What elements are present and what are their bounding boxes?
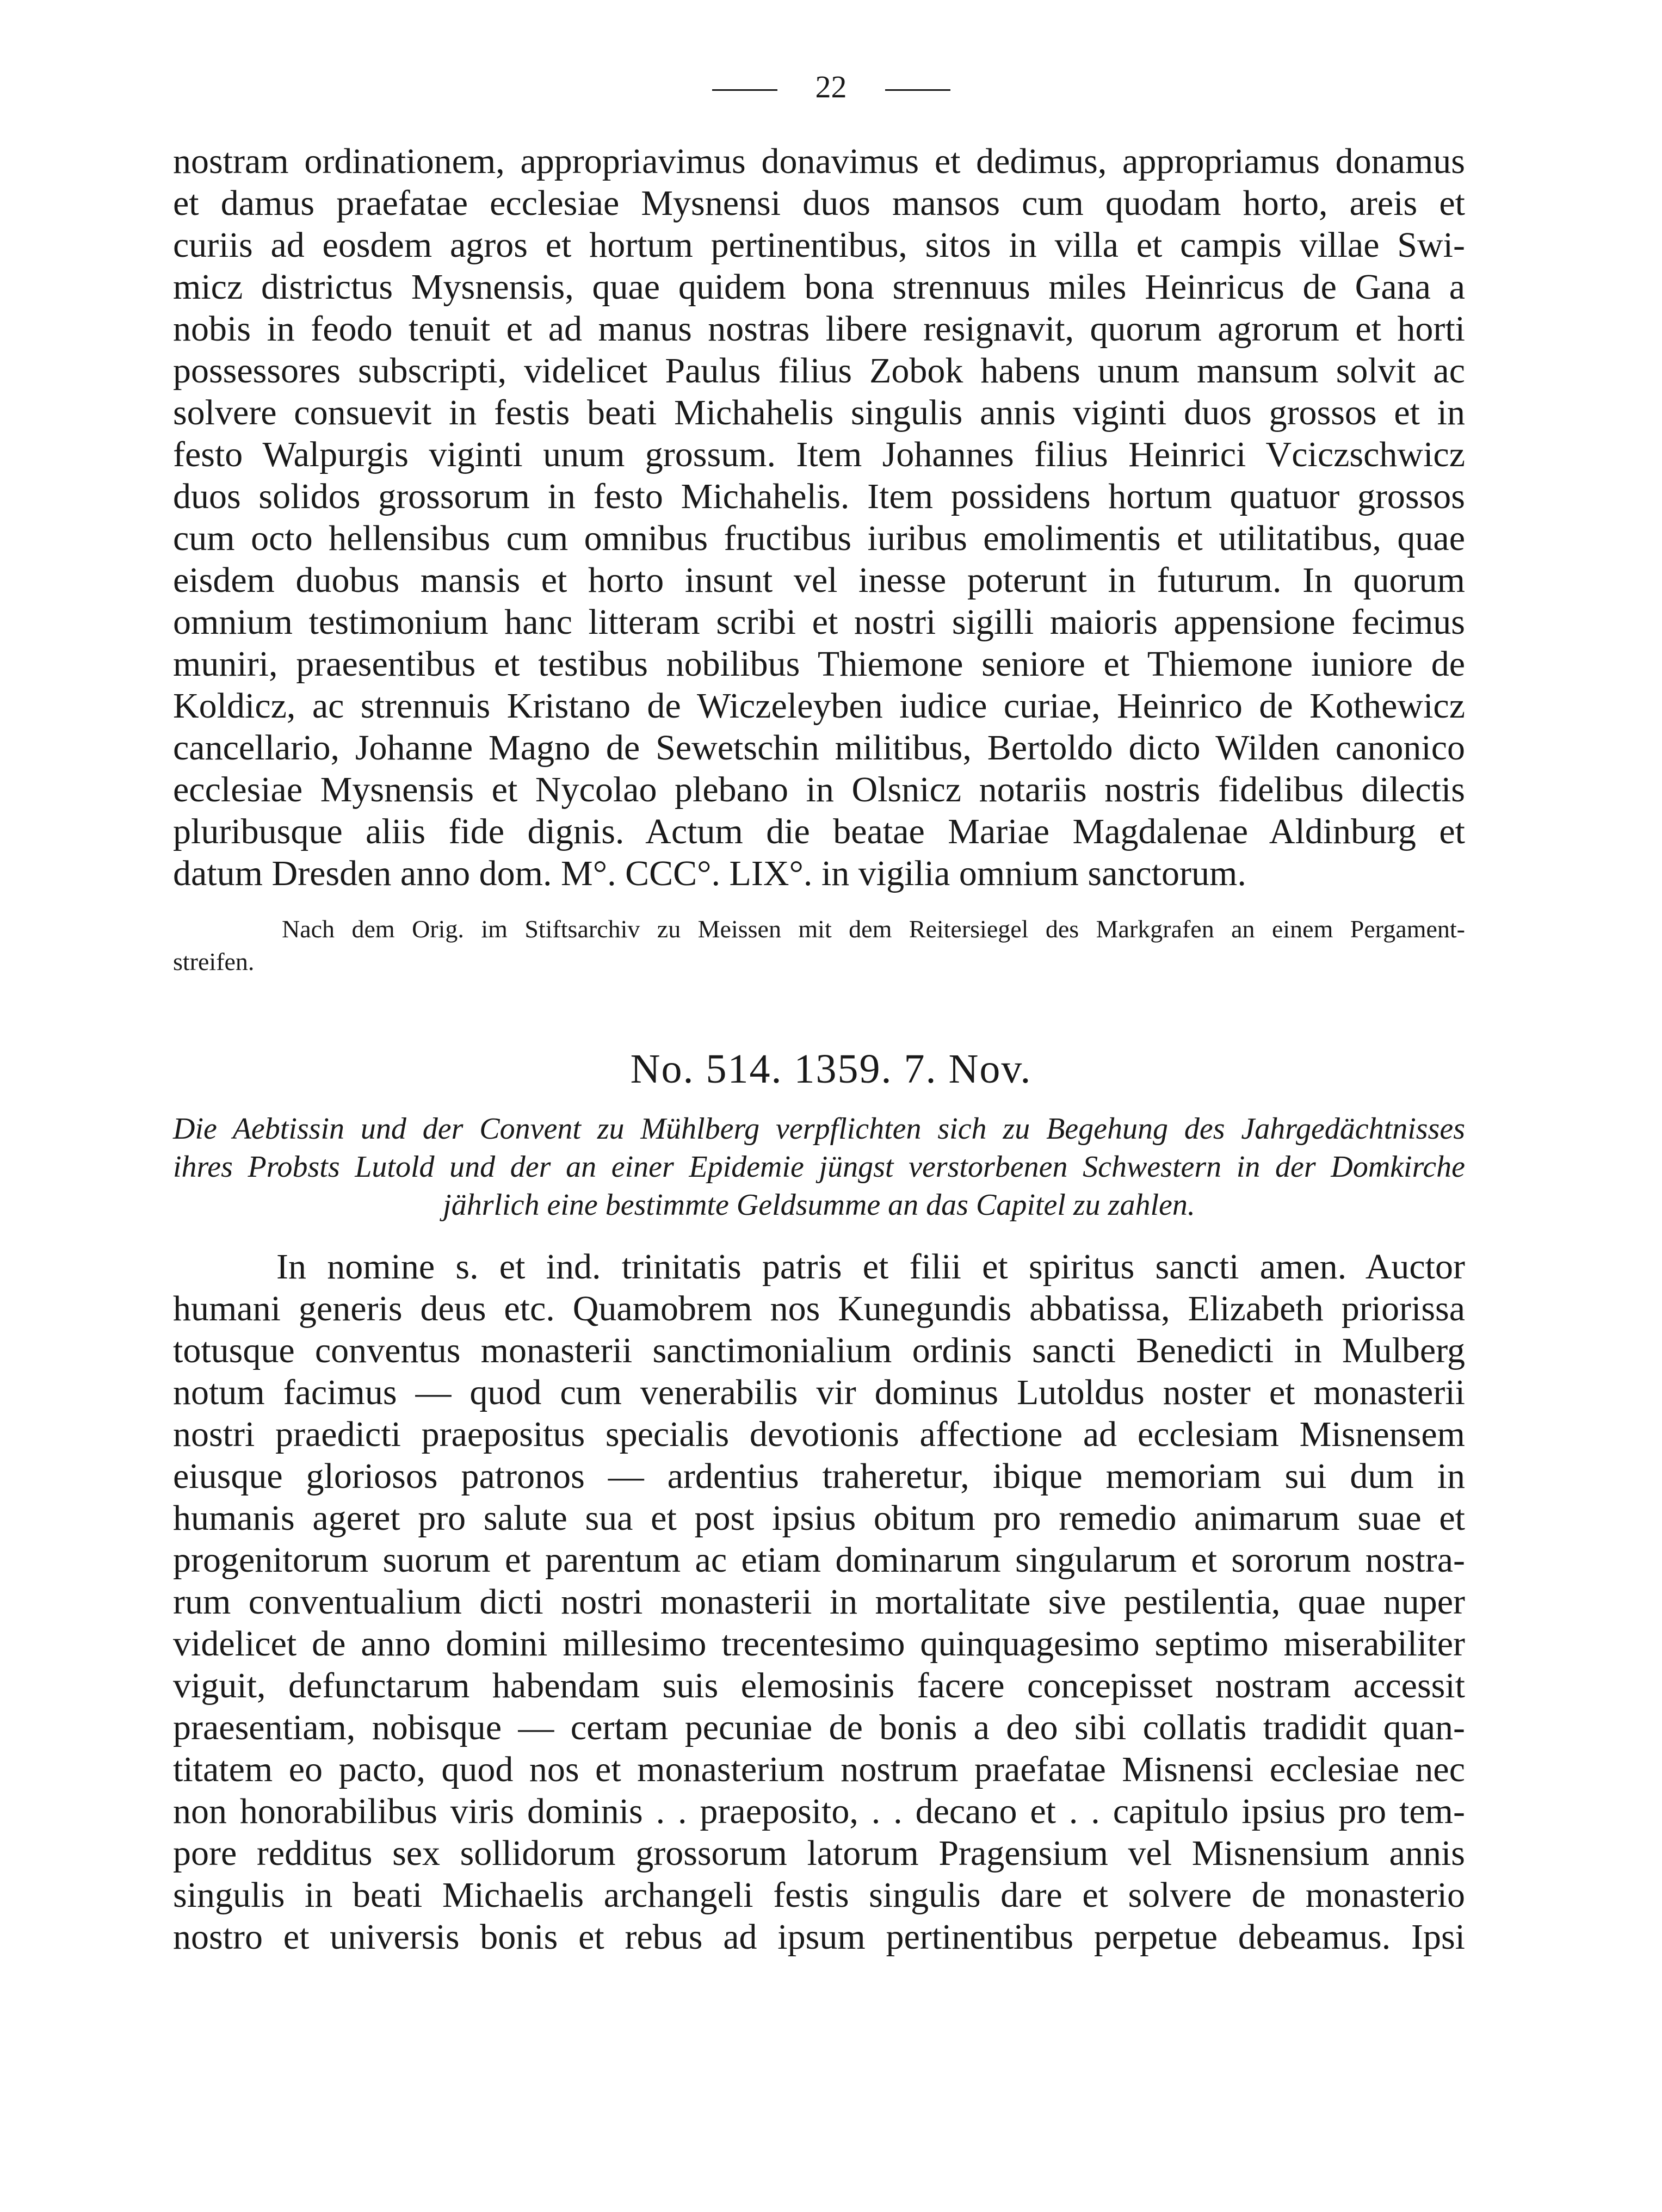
text-line: ecclesiae Mysnensis et Nycolao plebano in Olsnicz notariis nostris fidelibus dilectis [173, 770, 1465, 810]
body-line: nostro et universis bonis et rebus ad ipsum pertinentibus perpetue debeamus. Ipsi [173, 1917, 1465, 1957]
text-line: solvere consuevit in festis beati Michahelis singulis annis viginti duos grossos et in [173, 393, 1465, 432]
text-line: nostram ordinationem, appropriavimus donavimus et dedimus, appropriamus donamus [173, 141, 1465, 181]
body-line: In nomine s. et ind. trinitatis patris et filii et spiritus sancti amen. Auctor [276, 1247, 1465, 1287]
body-line: videlicet de anno domini millesimo trecentesimo quinquagesimo septimo miserabiliter [173, 1624, 1465, 1664]
text-line: nobis in feodo tenuit et ad manus nostras libere resignavit, quorum agrorum et horti [173, 309, 1465, 349]
body-line: rum conventualium dicti nostri monasterii in mortalitate sive pestilentia, quae nuper [173, 1582, 1465, 1622]
body-line: singulis in beati Michaelis archangeli festis singulis dare et solvere de monasterio [173, 1875, 1465, 1915]
source-note-line: streifen. [173, 948, 255, 975]
page-number: 22 [815, 69, 847, 104]
page-header [0, 65, 1662, 109]
body-line: nostri praedicti praepositus specialis devotionis affectione ad ecclesiam Misnensem [173, 1414, 1465, 1454]
body-line: pore redditus sex sollidorum grossorum latorum Pragensium vel Misnensium annis [173, 1833, 1465, 1873]
body-line: notum facimus — quod cum venerabilis vir dominus Lutoldus noster et monasterii [173, 1373, 1465, 1412]
summary-line: Die Aebtissin und der Convent zu Mühlberg verpflichten sich zu Begehung des Jahrgedächtnisses [173, 1112, 1465, 1146]
text-line: festo Walpurgis viginti unum grossum. Item Johannes filius Heinrici Vciczschwicz [173, 435, 1465, 474]
document-body [173, 1246, 1465, 1958]
header-rule-left [712, 89, 777, 91]
body-line: viguit, defunctarum habendam suis elemosinis facere concepisset nostram accessit [173, 1666, 1465, 1706]
header-rule-right [885, 89, 950, 91]
body-line: humani generis deus etc. Quamobrem nos Kunegundis abbatissa, Elizabeth priorissa [173, 1289, 1465, 1329]
body-line: praesentiam, nobisque — certam pecuniae de bonis a deo sibi collatis tradidit quan- [173, 1708, 1465, 1747]
body-line: humanis ageret pro salute sua et post ipsius obitum pro remedio animarum suae et [173, 1498, 1465, 1538]
text-line: micz districtus Mysnensis, quae quidem bona strennuus miles Heinricus de Gana a [173, 267, 1465, 307]
text-line: omnium testimonium hanc litteram scribi et nostri sigilli maioris appensione fecimus [173, 602, 1465, 642]
document-heading: No. 514. 1359. 7. Nov. [630, 1046, 1032, 1092]
continued-text [173, 140, 1465, 894]
body-line: eiusque gloriosos patronos — ardentius traheretur, ibique memoriam sui dum in [173, 1456, 1465, 1496]
body-line: totusque conventus monasterii sanctimonialium ordinis sancti Benedicti in Mulberg [173, 1331, 1465, 1370]
source-note-line: Nach dem Orig. im Stiftsarchiv zu Meissen mit dem Reitersiegel des Markgrafen an einem Pergament- [282, 915, 1465, 943]
text-line: Koldicz, ac strennuis Kristano de Wiczeleyben iudice curiae, Heinrico de Kothewicz [173, 686, 1465, 726]
body-line: titatem eo pacto, quod nos et monasterium nostrum praefatae Misnensi ecclesiae nec [173, 1750, 1465, 1789]
text-line: eisdem duobus mansis et horto insunt vel inesse poterunt in futurum. In quorum [173, 560, 1465, 600]
text-line: pluribusque aliis fide dignis. Actum die beatae Mariae Magdalenae Aldinburg et [173, 812, 1465, 851]
text-line: curiis ad eosdem agros et hortum pertinentibus, sitos in villa et campis villae Swi- [173, 225, 1465, 265]
document-summary [173, 1110, 1465, 1224]
text-line: possessores subscripti, videlicet Paulus filius Zobok habens unum mansum solvit ac [173, 351, 1465, 391]
summary-line: jährlich eine bestimmte Geldsumme an das Capitel zu zahlen. [443, 1188, 1195, 1222]
body-line: progenitorum suorum et parentum ac etiam dominarum singularum et sororum nostra- [173, 1540, 1465, 1580]
source-note [173, 913, 1465, 978]
text-line: muniri, praesentibus et testibus nobilibus Thiemone seniore et Thiemone iuniore de [173, 644, 1465, 684]
text-line: et damus praefatae ecclesiae Mysnensi duos mansos cum quodam horto, areis et [173, 183, 1465, 223]
text-line: datum Dresden anno dom. M°. CCC°. LIX°. in vigilia omnium sanctorum. [173, 854, 1246, 893]
text-line: cum octo hellensibus cum omnibus fructibus iuribus emolimentis et utilitatibus, quae [173, 518, 1465, 558]
body-line: non honorabilibus viris dominis . . praeposito, . . decano et . . capitulo ipsius pro tem- [173, 1791, 1465, 1831]
text-line: cancellario, Johanne Magno de Sewetschin militibus, Bertoldo dicto Wilden canonico [173, 728, 1465, 768]
summary-line: ihres Probsts Lutold und der an einer Epidemie jüngst verstorbenen Schwestern in der Domkirche [173, 1150, 1465, 1184]
text-line: duos solidos grossorum in festo Michahelis. Item possidens hortum quatuor grossos [173, 477, 1465, 516]
